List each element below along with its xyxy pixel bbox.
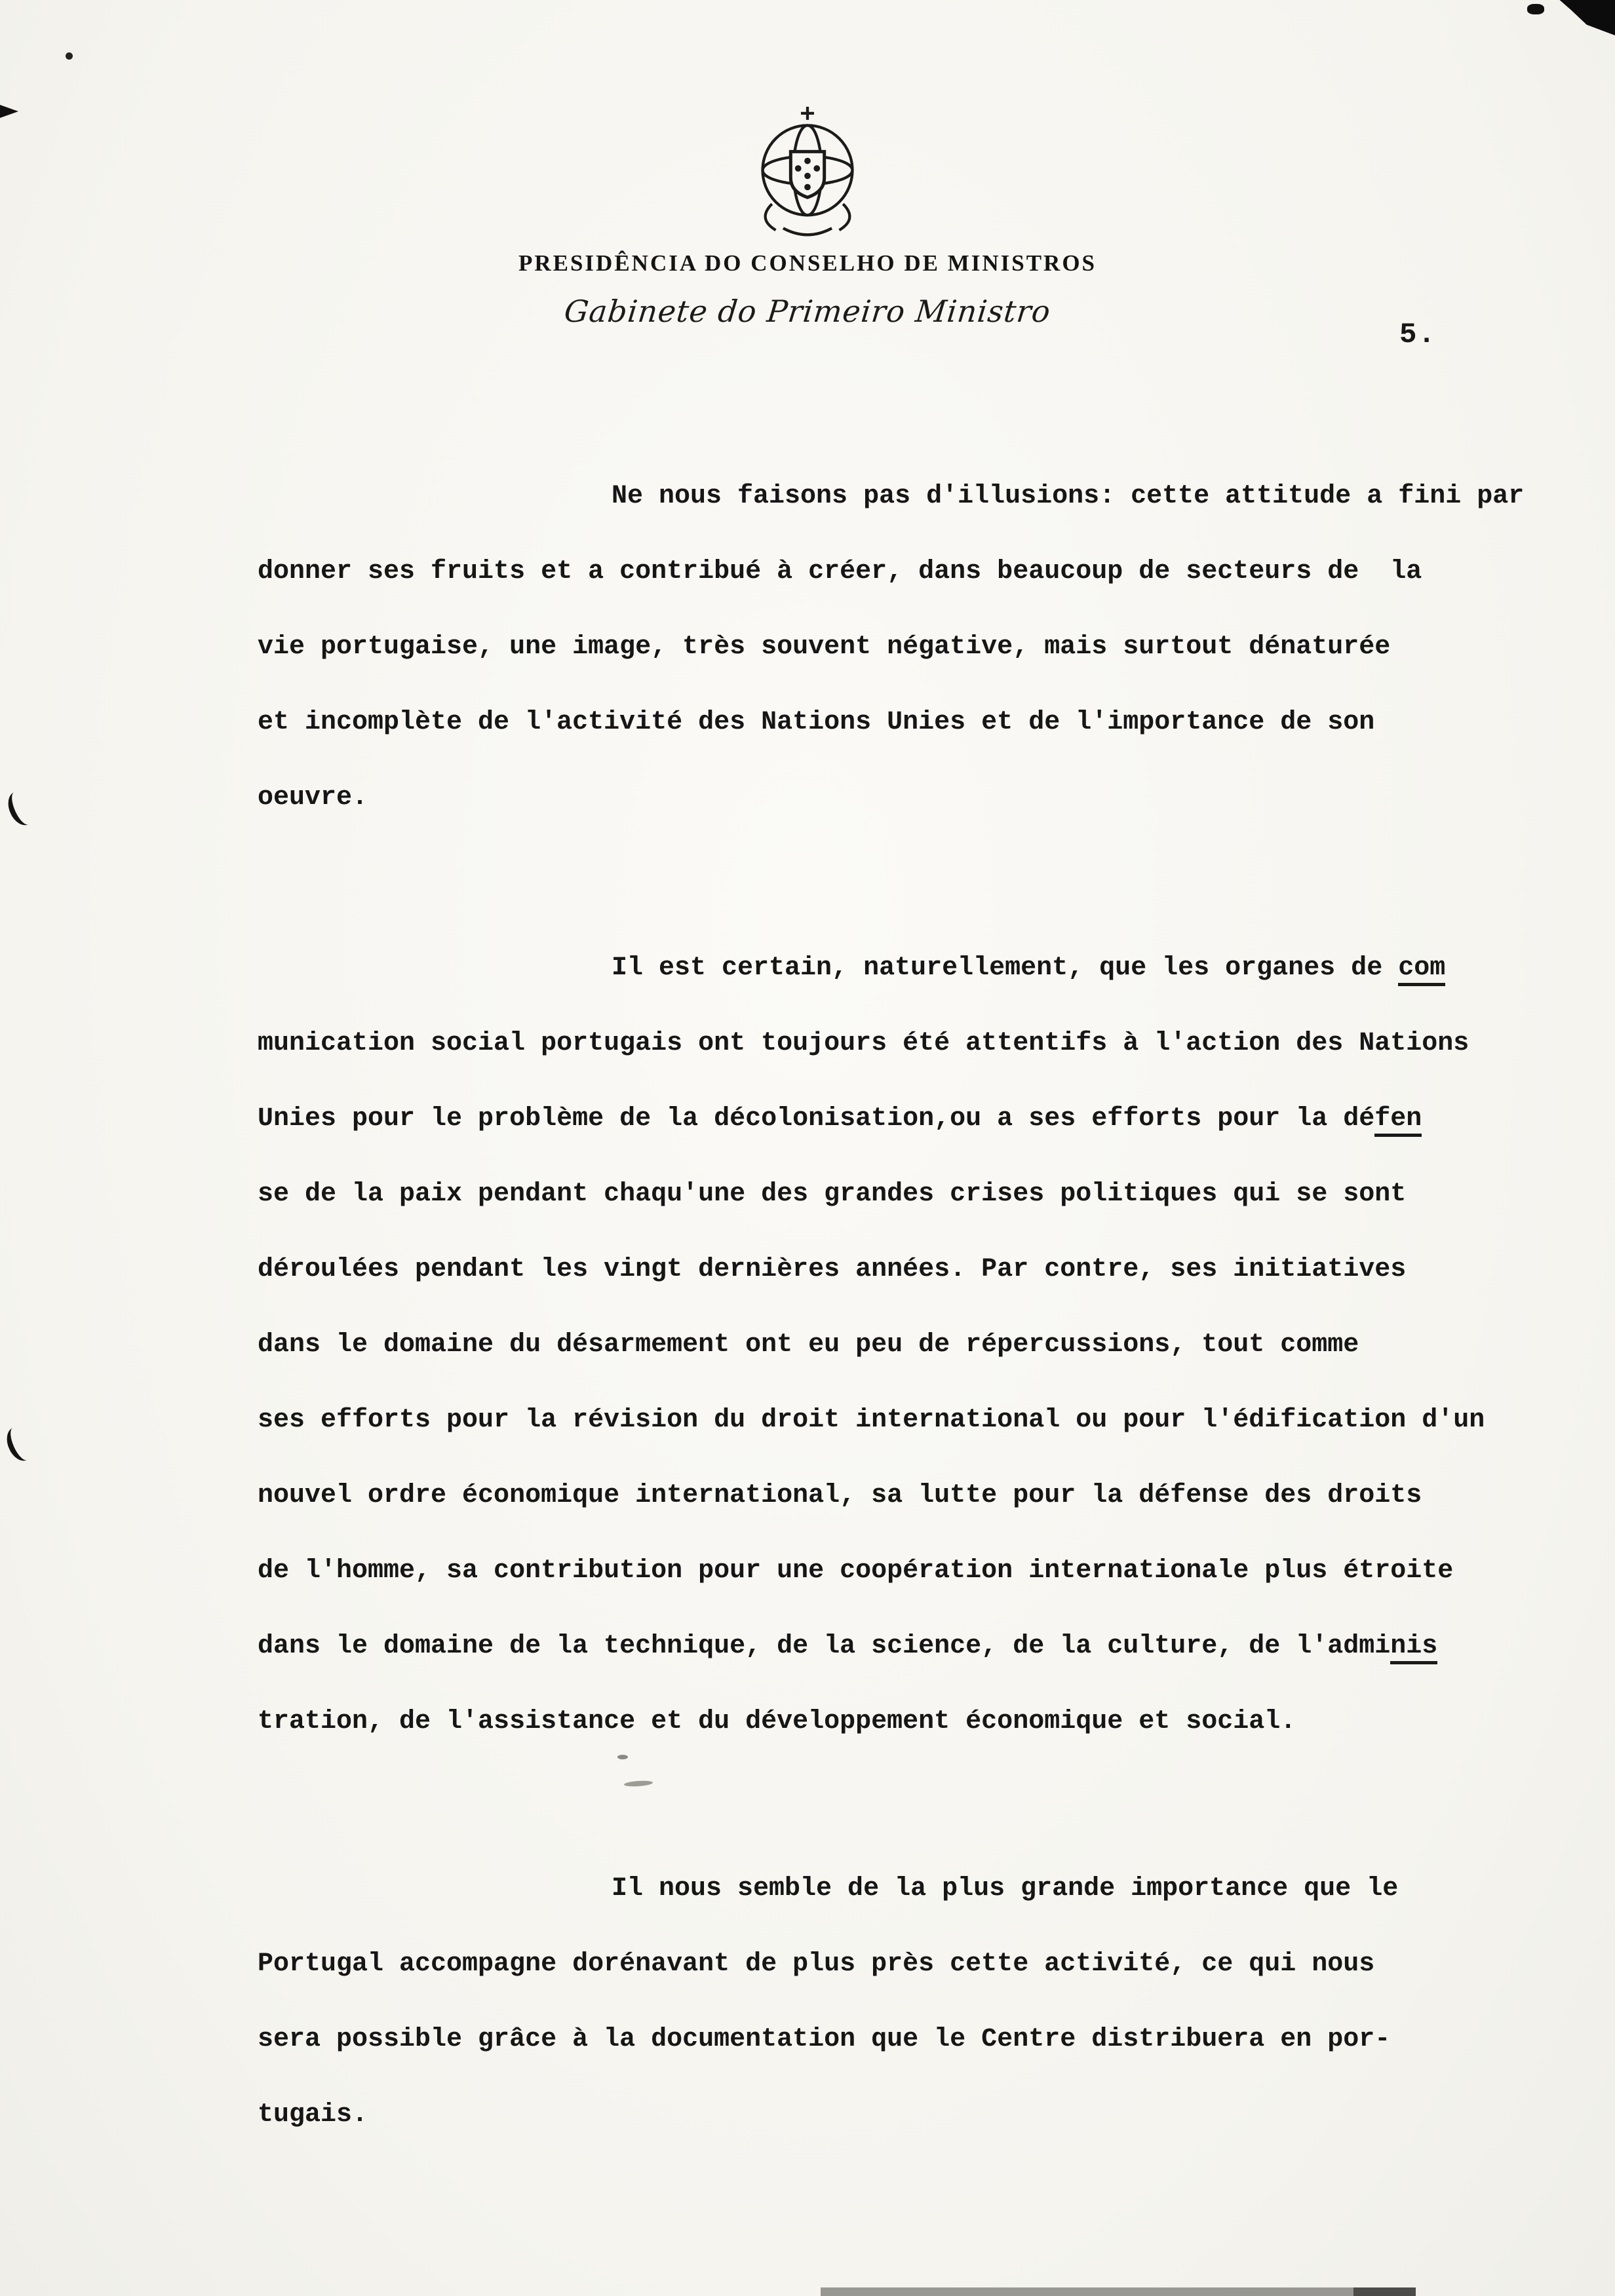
paragraph <box>258 1851 1555 2152</box>
line-text: Il nous semble de la plus grande importance que le <box>612 1874 1399 1904</box>
text-line <box>258 760 1555 835</box>
text-line <box>258 1157 1555 1232</box>
line-text: munication social portugais ont toujours été attentifs à l'action des Nations <box>258 1029 1469 1058</box>
line-text: sera possible grâce à la documentation que le Centre distribuera en por- <box>258 2025 1391 2054</box>
text-line <box>258 534 1555 609</box>
document-body <box>258 459 1555 2152</box>
line-underlined-fragment: nis <box>1390 1632 1437 1664</box>
scan-artifact-pen-hook <box>3 785 44 829</box>
scan-artifact-dot <box>66 52 73 60</box>
coat-of-arms-emblem <box>0 105 1615 248</box>
paragraph <box>258 459 1555 835</box>
text-line <box>258 1609 1555 1684</box>
scan-artifact-bottom-bar <box>821 2287 1414 2296</box>
line-underlined-fragment: com <box>1398 953 1445 986</box>
page-number: 5. <box>1399 318 1437 351</box>
line-text: ses efforts pour la révision du droit international ou pour l'édification d'un <box>258 1406 1485 1435</box>
letterhead-office: Gabinete do Primeiro Ministro <box>562 294 1053 329</box>
line-underlined-fragment: fen <box>1374 1104 1422 1137</box>
text-line <box>258 1081 1555 1157</box>
line-text: tration, de l'assistance et du développement économique et social. <box>258 1707 1296 1736</box>
paragraph <box>258 930 1555 1759</box>
line-text: vie portugaise, une image, très souvent négative, mais surtout dénaturée <box>258 632 1391 662</box>
scan-artifact-corner-blob <box>1527 4 1544 14</box>
text-line <box>258 1926 1555 2002</box>
line-text: donner ses fruits et a contribué à créer, dans beaucoup de secteurs de la <box>258 557 1422 586</box>
text-line <box>258 1383 1555 1458</box>
line-text: Ne nous faisons pas d'illusions: cette attitude a fini par <box>612 482 1525 511</box>
line-text: oeuvre. <box>258 783 368 813</box>
text-line <box>258 459 1555 534</box>
line-text: Unies pour le problème de la décolonisation,ou a ses efforts pour la dé <box>258 1104 1375 1134</box>
line-text: de l'homme, sa contribution pour une coopération internationale plus étroite <box>258 1556 1454 1586</box>
text-line <box>258 1006 1555 1081</box>
line-text: Portugal accompagne dorénavant de plus près cette activité, ce qui nous <box>258 1949 1375 1979</box>
line-text: dans le domaine du désarmement ont eu peu de répercussions, tout comme <box>258 1330 1359 1360</box>
text-line <box>258 1307 1555 1383</box>
text-line <box>258 2077 1555 2152</box>
text-line <box>258 1533 1555 1609</box>
text-line <box>258 685 1555 760</box>
line-text: et incomplète de l'activité des Nations Unies et de l'importance de son <box>258 708 1375 737</box>
line-text: nouvel ordre économique international, sa lutte pour la défense des droits <box>258 1481 1422 1510</box>
scan-artifact-bottom-bar-dark <box>1353 2287 1416 2296</box>
text-line <box>258 609 1555 685</box>
text-line <box>258 1232 1555 1307</box>
line-text: tugais. <box>258 2100 368 2130</box>
line-text: Il est certain, naturellement, que les organes de <box>612 953 1399 983</box>
text-line <box>258 1458 1555 1533</box>
letterhead-organization: PRESIDÊNCIA DO CONSELHO DE MINISTROS <box>518 250 1097 276</box>
line-text: se de la paix pendant chaqu'une des grandes crises politiques qui se sont <box>258 1179 1407 1209</box>
scan-artifact-pen-hook <box>2 1421 43 1464</box>
text-line <box>258 1851 1555 1926</box>
scan-artifact-corner <box>1552 0 1615 35</box>
line-text: déroulées pendant les vingt dernières années. Par contre, ses initiatives <box>258 1255 1407 1284</box>
text-line <box>258 2002 1555 2077</box>
line-text: dans le domaine de la technique, de la science, de la culture, de l'admi <box>258 1632 1391 1661</box>
text-line <box>258 1684 1555 1759</box>
text-line <box>258 930 1555 1006</box>
